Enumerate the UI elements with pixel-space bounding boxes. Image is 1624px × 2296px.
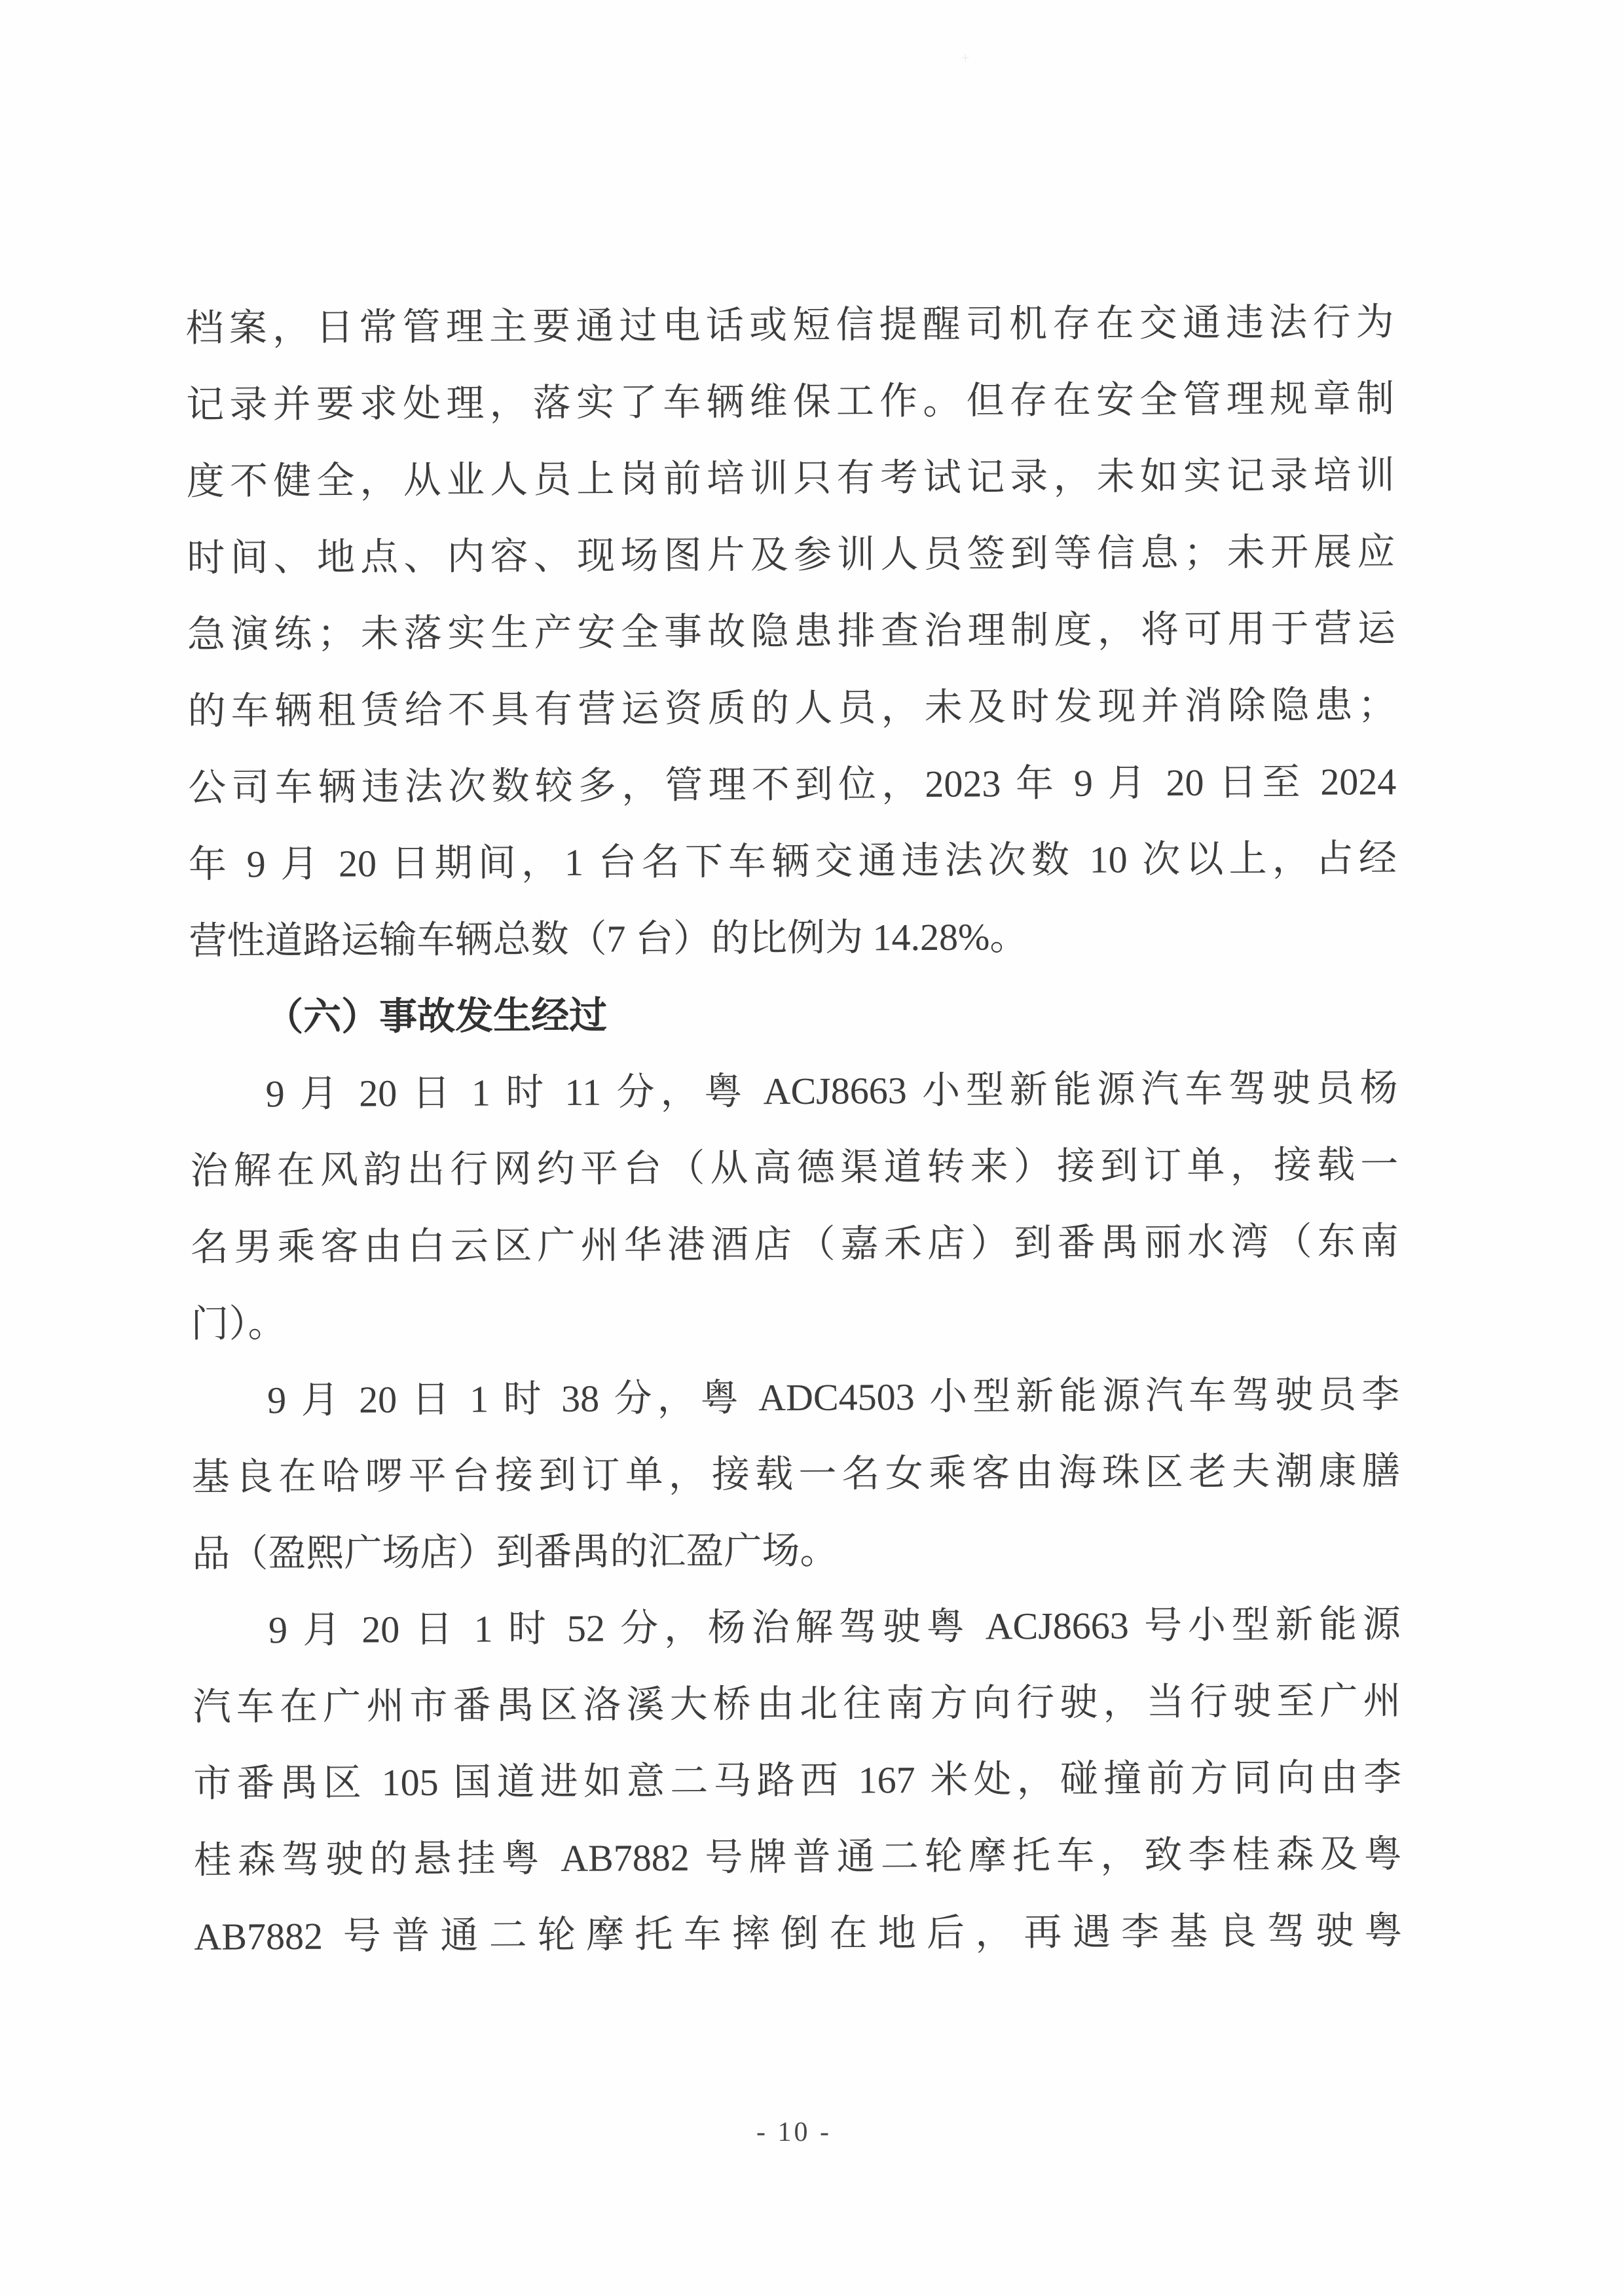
text-line: AB7882 号普通二轮摩托车摔倒在地后，再遇李基良驾驶粤 [194,1909,1403,1958]
text-line: 名男乘客由白云区广州华港酒店（嘉禾店）到番禺丽水湾（东南 [190,1220,1399,1269]
page-number: - 10 - [756,2117,832,2147]
text-line: 记录并要求处理，落实了车辆维保工作。但存在安全管理规章制 [186,377,1395,426]
scan-artifact: + [961,50,970,66]
text-line: 9 月 20 日 1 时 11 分，粤 ACJ8663 小型新能源汽车驾驶员杨 [265,1066,1398,1116]
text-line: 的车辆租赁给不具有营运资质的人员，未及时发现并消除隐患； [187,683,1396,733]
section-heading: （六）事故发生经过 [265,994,608,1039]
text-line: 9 月 20 日 1 时 52 分，杨治解驾驶粤 ACJ8663 号小型新能源 [268,1603,1401,1652]
document-body [185,283,1402,1975]
text-line: 市番禺区 105 国道进如意二马路西 167 米处，碰撞前方同向由李 [193,1756,1402,1805]
text-line: 公司车辆违法次数较多，管理不到位，2023 年 9 月 20 日至 2024 [188,760,1397,809]
text-line: 营性道路运输车辆总数（7 台）的比例为 14.28%。 [189,915,1028,962]
text-line: 档案，日常管理主要通过电话或短信提醒司机存在交通违法行为 [185,301,1394,350]
text-line: 9 月 20 日 1 时 38 分，粤 ADC4503 小型新能源汽车驾驶员李 [267,1373,1400,1422]
text-line: 门）。 [191,1302,286,1345]
text-line: 治解在风韵出行网约平台（从高德渠道转来）接到订单，接载一 [190,1143,1399,1192]
text-line: 基良在哈啰平台接到订单，接载一名女乘客由海珠区老夫潮康膳 [191,1449,1400,1499]
text-line: 急演练；未落实生产安全事故隐患排查治理制度，将可用于营运 [187,607,1396,656]
text-line: 桂森驾驶的悬挂粤 AB7882 号牌普通二轮摩托车，致李桂森及粤 [193,1832,1402,1882]
text-line: 度不健全，从业人员上岗前培训只有考试记录，未如实记录培训 [186,454,1395,503]
text-line: 品（盈熙广场店）到番禺的汇盈广场。 [192,1529,838,1575]
text-line: 汽车在广州市番禺区洛溪大桥由北往南方向行驶，当行驶至广州 [193,1679,1401,1728]
text-line: 年 9 月 20 日期间，1 台名下车辆交通违法次数 10 次以上，占经 [188,837,1397,886]
text-line: 时间、地点、内容、现场图片及参训人员签到等信息；未开展应 [187,530,1395,579]
